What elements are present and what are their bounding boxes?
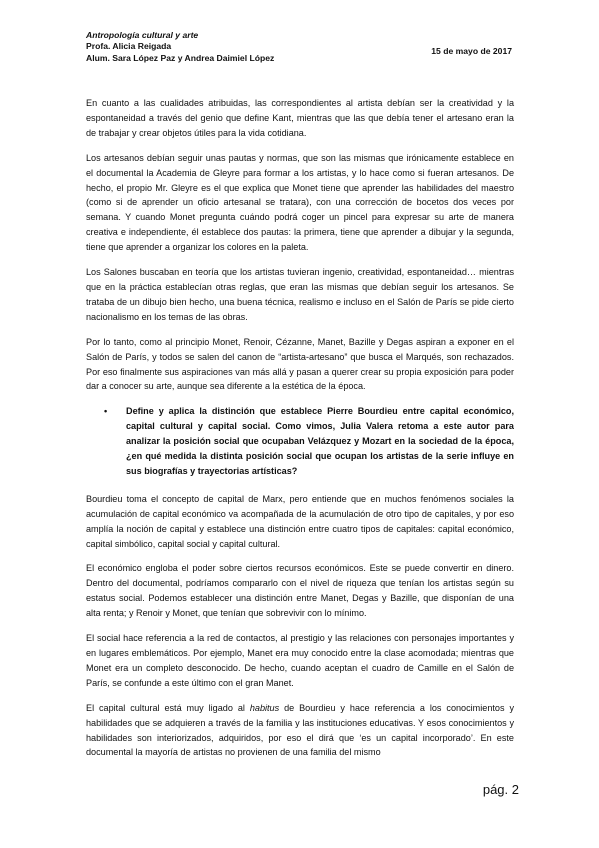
paragraph-5: Bourdieu toma el concepto de capital de Marx, pero entiende que en muchos fenómenos sociales la acumulación de capital económico va acompañada de la acumulación de otro tipo de capitales, y por eso amplía la noción de capital y establece una distinción entre cuatro tipos de capitales: capital económico, capital simbólico, capital social y capital cultural. <box>86 493 514 549</box>
page-number: pág. 2 <box>482 782 519 797</box>
question-text: Define y aplica la distinción que establece Pierre Bourdieu entre capital económico, capital cultural y capital social. Como vimos, Julia Valera retoma a este autor para analizar la posición social que ocupaban Velázquez y Mozart en la sociedad de la época, ¿en qué medida la distinta posición social que ocupan los artistas de la serie influye en sus biografías y trayectorias artísticas? <box>126 406 514 476</box>
paragraph-8 <box>86 701 514 761</box>
paragraph-2: Los artesanos debían seguir unas pautas y normas, que son las mismas que irónicamente establece en el documental la Academia de Gleyre para formar a los artistas, y lo hace como si fueran artesanos. De hecho, el propio Mr. Gleyre es el que explica que Monet tiene que aprender las habilidades del maestro (como si de aprender un oficio artesanal se tratara), con una corrección de bocetos dos veces por semana. Y cuando Monet pregunta cuándo podrá coger un pincel para expresar su arte de manera creativa e independiente, él establece dos pautas: la primera, tiene que aprender a dibujar y la segunda, tiene que aprender a organizar los colores en la paleta. <box>86 152 514 253</box>
bullet-marker: • <box>104 406 108 417</box>
habitus-term: habitus <box>249 702 280 713</box>
paragraph-1: En cuanto a las cualidades atribuidas, las correspondientes al artista debían ser la creatividad y la espontaneidad a través del genio que define Kant, mientras que las que debía tener el artesano eran la de trabajar y crear objetos útiles para la vida cotidiana. <box>86 98 514 138</box>
paragraph-6: El económico engloba el poder sobre ciertos recursos económicos. Este se puede convertir en dinero. Dentro del documental, podríamos compararlo con el nivel de riqueza que tenían los artistas según su estatus social. Podemos establecer una distinción entre Manet, Degas y Bazille, que disponían de una alta renta; y Renoir y Monet, que tenían que sobrevivir con lo mínimo. <box>86 563 514 619</box>
professor-name: Profa. Alicia Reigada <box>86 41 172 51</box>
paragraph-7: El social hace referencia a la red de contactos, al prestigio y las relaciones con personajes importantes y en lugares emblemáticos. Por ejemplo, Manet era muy conocido entre la clase acomodada; mientras que Monet era un completo desconocido. De hecho, cuando aceptan el cuadro de Camille en el Salón de París, se confunde a este último con el gran Manet. <box>86 633 514 688</box>
course-title: Antropología cultural y arte <box>86 30 199 40</box>
question-bullet <box>86 404 514 479</box>
paragraph-8-part-1: El capital cultural está muy ligado al <box>86 702 250 713</box>
student-names: Alum. Sara López Paz y Andrea Daimiel López <box>86 53 275 63</box>
paragraph-3: Los Salones buscaban en teoría que los artistas tuvieran ingenio, creatividad, espontaneidad… mientras que en la práctica establecían otras reglas, que eran las mismas que debían seguir los artesanos. Se trataba de un dibujo bien hecho, una buena técnica, realismo e incluso en el Salón de París se pide cierto nacionalismo en los temas de las obras. <box>86 267 514 322</box>
paragraph-8-part-2: de Bourdieu y hace referencia a los conocimientos y habilidades que se adquieren a través de la familia y las instituciones educativas. Y esos conocimientos y habilidades son interiorizados, adquiridos, por eso el dirá que ‘es un capital incorporado’. En este documental la mayoría de artistas no provienen de una familia del mismo <box>86 702 514 758</box>
document-date: 15 de mayo de 2017 <box>431 46 512 56</box>
paragraph-4: Por lo tanto, como al principio Monet, Renoir, Cézanne, Manet, Bazille y Degas aspiran a exponer en el Salón de París, y todos se salen del canon de “artista-artesano” que busca el Marqués, son rechazados. Por eso finalmente sus aspiraciones van más allá y pasan a querer crear su propia exposición para poder dar a conocer su arte, aunque sea diferente a la estética de la época. <box>86 336 514 392</box>
document-body <box>86 96 514 770</box>
